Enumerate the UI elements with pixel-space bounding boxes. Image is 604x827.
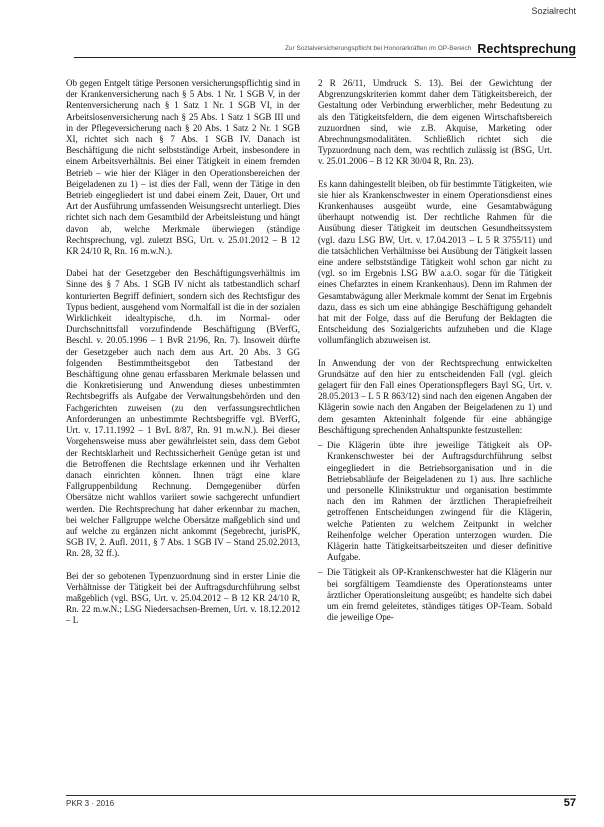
right-column xyxy=(318,78,552,627)
section-tag: Sozialrecht xyxy=(531,6,576,16)
journal-issue: PKR 3 · 2016 xyxy=(66,799,115,808)
left-column xyxy=(66,78,300,638)
paragraph: Ob gegen Entgelt tätige Personen versicherungspflichtig sind in der Krankenversicherung nach § 5 Abs. 1 Nr. 1 SGB V, in der Rentenversicherung nach § 1 Satz 1 Nr. 1 SGB VI, in der Arbeitslosenversicherung nach § 25 Abs. 1 Satz 1 SGB III und in der Pflegeversicherung nach § 20 Abs. 1 Satz 2 Nr. 1 SGB XI, richtet sich nach § 7 Abs. 1 SGB IV. Danach ist Beschäftigung die nicht selbstständige Arbeit, insbesondere in einem Arbeitsverhältnis. Bei einer Tätigkeit in einem fremden Betrieb – wie hier der Kläger in den Operationsbereichen der Beigeladenen zu 1) – ist dies der Fall, wenn der Tätige in den Betrieb eingegliedert ist und dabei einem Zeit, Dauer, Ort und Art der Ausführung umfassenden Weisungsrecht unterliegt. Dies richtet sich nach dem Gesamtbild der Arbeitsleistung und hängt davon ab, welche Merkmale überwiegen (ständige Rechtsprechung, vgl. zuletzt BSG, Urt. v. 25.01.2012 – B 12 KR 24/10 R, Rn. 16 m.w.N.). xyxy=(66,78,300,257)
list-item: – Die Klägerin übte ihre jeweilige Tätigkeit als OP-Krankenschwester bei der Auftragsdurchführung selbst eingegliedert in die Betriebsorganisation und in die Betriebsabläufe der Beigeladenen zu 1) aus. Ihre sachliche und personelle Klinikstruktur und organisation bestimmte nach den im Rahmen der ärztlichen Therapiefreiheit getroffenen Entscheidungen zwingend für die Klägerin, welche Patienten zu welchem Zeitpunkt in welcher Reihenfolge welcher Operation unterzogen wurden. Die Klägerin hatte Tätigkeitsarbeitszeiten und dieser definitive Aufgabe. xyxy=(318,440,552,563)
page-footer xyxy=(66,795,576,813)
page-number: 57 xyxy=(563,797,576,809)
header-subtitle: Zur Sozialversicherungspflicht bei Honorarkräften im OP-Bereich xyxy=(284,45,472,52)
paragraph: Bei der so gebotenen Typenzuordnung sind in erster Linie die Verhältnisse der Tätigkeit bei der Auftragsdurchführung selbst maßgeblich (vgl. BSG, Urt. v. 25.04.2012 – B 12 KR 24/10 R, Rn. 22 m.w.N.; LSG Niedersachsen-Bremen, Urt. v. 18.12.2012 – L xyxy=(66,570,300,626)
list-item: – Die Tätigkeit als OP-Krankenschwester hat die Klägerin nur bei sorgfältigem Teamdienste des Operationsteams unter ärztlicher Operationsleitung ausgeübt; es handelte sich dabei um ein fremd geleitetes, ständiges tätiges OP-Team. Sobald die jeweilige Ope- xyxy=(318,567,552,623)
paragraph: In Anwendung der von der Rechtsprechung entwickelten Grundsätze auf den hier zu entscheidenden Fall (vgl. gleich gelagert für den Fall eines Operationspflegers Bayl SG, Urt. v. 28.05.2013 – L 5 R 863/12) sind nach den eigenen Angaben der Klägerin sowie nach den Angaben der Beigeladenen zu 1) und dem gesamten Akteninhalt folgende für eine abhängige Beschäftigung sprechenden Anhaltspunkte festzustellen: xyxy=(318,357,552,435)
criteria-list xyxy=(318,440,552,623)
paragraph: Es kann dahingestellt bleiben, ob für bestimmte Tätigkeiten, wie sie hier als Krankenschwester in einem Operationsdienst eines Krankenhauses ausgeübt wurde, eine Gesamtabwägung überhaupt notwendig ist. Der rechtliche Rahmen für die Ausübung dieser Tätigkeit im deutschen Gesundheitssystem (vgl. dazu LSG BW, Urt. v. 17.04.2013 – L 5 R 3755/11) und die tatsächlichen Verhältnisse bei Ausübung der Tätigkeit lassen eine andere selbstständige Tätigkeit wohl schon gar nicht zu (vgl. so im Ergebnis LSG BW a.a.O. sogar für die Tätigkeit eines Chefarztes in einem Krankenhaus). Denn im Rahmen der Gesamtabwägung aller Merkmale kommt der Senat im Ergebnis dazu, dass es sich um eine abhängige Beschäftigung gehandelt hat mit der Folge, dass auf die Berufung der Beklagten die Entscheidung des Sozialgerichts aufzuheben und die Klage vollumfänglich abzuweisen ist. xyxy=(318,178,552,346)
page-header xyxy=(74,40,576,58)
header-title: Rechtsprechung xyxy=(477,41,576,56)
paragraph: Dabei hat der Gesetzgeber den Beschäftigungsverhältnis im Sinne des § 7 Abs. 1 SGB IV nicht als tatbestandlich scharf konturierten Begriff definiert, sondern sich des Rechtsfigur des Typus bedient, ausgehend vom Normalfall ist die in der sozialen Wirklichkeit idealtypische, d.h. im Normal- oder Durchschnittsfall vorzufindende Beschäftigung (BVerfG, Beschl. v. 20.05.1996 – 1 BvR 21/96, Rn. 7). Insoweit dürfte der Gesetzgeber auch nach dem aus Art. 20 Abs. 3 GG folgenden Bestimmtheitsgebot den Tatbestand der Beschäftigung ohne genau erfassbaren Merkmale belassen und die Konkretisierung und Anwendung dieses unbestimmten Rechtsbegriffs als Aufgabe der Verwaltungsbehörden und den Fachgerichten zuweisen (zu den verfassungsrechtlichen Anforderungen an unbestimmte Rechtsbegriffe vgl. BVerfG, Urt. v. 17.11.1992 – 1 BvL 8/87, Rn. 91 m.w.N.). Bei dieser Vorgehensweise muss aber gewährleistet sein, dass dem Gebot der Rechtsklarheit und Rechtssicherheit Genüge getan ist und die Betroffenen die Rechtslage erkennen und ihr Verhalten danach einrichten können. Ihnen trägt eine klare Fallgruppenbildung Rechnung. Demgegenüber dürfen Obersätze nicht wahllos variiert sowie sachgerecht unfundiert werden. Die Rechtsprechung hat daher erkennbar zu machen, bei welcher Fallgruppe welche Obersätze maßgeblich sind und auf welche zu ergänzen nicht ankommt (Segebrecht, jurisPK, SGB IV, 2. Aufl. 2011, § 7 Abs. 1 SGB IV – Stand 25.02.2013, Rn. 28, 32 ff.). xyxy=(66,268,300,559)
paragraph: 2 R 26/11, Umdruck S. 13). Bei der Gewichtung der Abgrenzungskriterien kommt daher dem Tätigkeitsbereich, der Gestaltung oder Verbindung erwerblicher, mehr Bedeutung zu als den Tätigkeitsfeldern, die dem eigenen Wirtschaftsbereich zuzuordnen sind, wie z.B. Akquise, Marketing oder Abrechnungsmodalitäten. Schließlich richtet sich die Typzuordnung nach dem, was rechtlich zulässig ist (BSG, Urt. v. 25.01.2006 – B 12 KR 30/04 R, Rn. 23). xyxy=(318,78,552,167)
